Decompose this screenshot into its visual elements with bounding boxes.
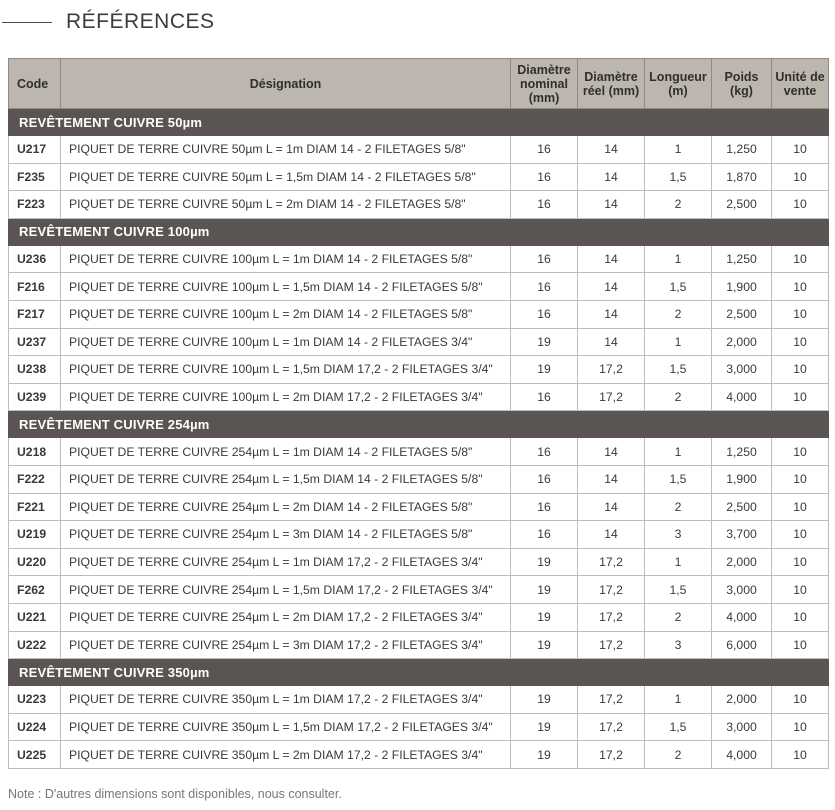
cell-diam-reel: 17,2 [578,631,645,659]
cell-diam-reel: 14 [578,163,645,191]
cell-poids: 1,900 [712,273,772,301]
cell-unite: 10 [772,741,829,769]
cell-unite: 10 [772,576,829,604]
cell-poids: 6,000 [712,631,772,659]
cell-diam-nominal: 16 [511,136,578,164]
cell-diam-reel: 17,2 [578,686,645,714]
cell-designation: PIQUET DE TERRE CUIVRE 350µm L = 1m DIAM 17,2 - 2 FILETAGES 3/4" [61,686,511,714]
cell-code: U222 [9,631,61,659]
cell-diam-reel: 14 [578,273,645,301]
cell-code: F217 [9,300,61,328]
cell-diam-nominal: 16 [511,521,578,549]
cell-code: U239 [9,383,61,411]
cell-diam-nominal: 19 [511,741,578,769]
cell-poids: 1,250 [712,136,772,164]
cell-code: U218 [9,438,61,466]
col-header-longueur: Longueur (m) [645,59,712,109]
cell-diam-nominal: 19 [511,548,578,576]
cell-designation: PIQUET DE TERRE CUIVRE 254µm L = 1,5m DIAM 14 - 2 FILETAGES 5/8" [61,465,511,493]
cell-diam-nominal: 16 [511,465,578,493]
cell-unite: 10 [772,713,829,741]
cell-unite: 10 [772,300,829,328]
col-header-diam-nominal: Diamètre nominal (mm) [511,59,578,109]
table-row [9,163,829,191]
cell-longueur: 3 [645,631,712,659]
cell-designation: PIQUET DE TERRE CUIVRE 254µm L = 1,5m DIAM 17,2 - 2 FILETAGES 3/4" [61,576,511,604]
cell-designation: PIQUET DE TERRE CUIVRE 254µm L = 3m DIAM 17,2 - 2 FILETAGES 3/4" [61,631,511,659]
cell-unite: 10 [772,465,829,493]
table-row [9,713,829,741]
table-row [9,300,829,328]
cell-designation: PIQUET DE TERRE CUIVRE 100µm L = 2m DIAM 14 - 2 FILETAGES 5/8" [61,300,511,328]
cell-unite: 10 [772,273,829,301]
cell-designation: PIQUET DE TERRE CUIVRE 50µm L = 2m DIAM 14 - 2 FILETAGES 5/8" [61,191,511,219]
col-header-poids: Poids (kg) [712,59,772,109]
table-row [9,686,829,714]
cell-diam-reel: 17,2 [578,576,645,604]
cell-longueur: 3 [645,521,712,549]
table-row [9,191,829,219]
cell-designation: PIQUET DE TERRE CUIVRE 100µm L = 1m DIAM 14 - 2 FILETAGES 3/4" [61,328,511,356]
cell-longueur: 1 [645,328,712,356]
cell-code: U225 [9,741,61,769]
cell-code: U221 [9,603,61,631]
table-row [9,603,829,631]
section-title: REVÊTEMENT CUIVRE 254µm [9,411,829,438]
cell-designation: PIQUET DE TERRE CUIVRE 100µm L = 1,5m DIAM 17,2 - 2 FILETAGES 3/4" [61,356,511,384]
cell-longueur: 2 [645,741,712,769]
cell-longueur: 2 [645,493,712,521]
cell-diam-nominal: 19 [511,631,578,659]
cell-code: F222 [9,465,61,493]
cell-poids: 1,250 [712,245,772,273]
cell-longueur: 1,5 [645,576,712,604]
cell-poids: 2,000 [712,328,772,356]
cell-code: U224 [9,713,61,741]
section-row [9,218,829,245]
section-row [9,659,829,686]
cell-unite: 10 [772,163,829,191]
cell-longueur: 2 [645,383,712,411]
cell-code: F235 [9,163,61,191]
cell-longueur: 1,5 [645,356,712,384]
cell-longueur: 1 [645,438,712,466]
cell-diam-nominal: 16 [511,383,578,411]
cell-designation: PIQUET DE TERRE CUIVRE 50µm L = 1,5m DIAM 14 - 2 FILETAGES 5/8" [61,163,511,191]
section-title: REVÊTEMENT CUIVRE 50µm [9,109,829,136]
cell-diam-reel: 14 [578,521,645,549]
table-row [9,136,829,164]
cell-longueur: 1 [645,548,712,576]
cell-code: U219 [9,521,61,549]
cell-designation: PIQUET DE TERRE CUIVRE 100µm L = 2m DIAM 17,2 - 2 FILETAGES 3/4" [61,383,511,411]
cell-longueur: 1,5 [645,465,712,493]
cell-poids: 2,500 [712,191,772,219]
cell-code: F221 [9,493,61,521]
cell-diam-reel: 14 [578,493,645,521]
cell-diam-reel: 17,2 [578,741,645,769]
cell-unite: 10 [772,603,829,631]
cell-diam-reel: 14 [578,245,645,273]
cell-poids: 4,000 [712,383,772,411]
section-row [9,411,829,438]
section-row [9,109,829,136]
table-row [9,521,829,549]
table-body [9,109,829,769]
table-row [9,245,829,273]
table-row [9,548,829,576]
cell-unite: 10 [772,521,829,549]
cell-diam-reel: 14 [578,438,645,466]
cell-diam-reel: 14 [578,191,645,219]
cell-code: F262 [9,576,61,604]
cell-code: U220 [9,548,61,576]
cell-poids: 2,000 [712,548,772,576]
cell-designation: PIQUET DE TERRE CUIVRE 100µm L = 1m DIAM 14 - 2 FILETAGES 5/8" [61,245,511,273]
table-row [9,465,829,493]
cell-diam-nominal: 16 [511,191,578,219]
cell-unite: 10 [772,245,829,273]
cell-longueur: 1 [645,245,712,273]
cell-diam-reel: 17,2 [578,713,645,741]
cell-code: U217 [9,136,61,164]
cell-poids: 2,000 [712,686,772,714]
cell-poids: 2,500 [712,493,772,521]
cell-code: F216 [9,273,61,301]
cell-diam-nominal: 16 [511,493,578,521]
cell-code: U236 [9,245,61,273]
cell-unite: 10 [772,686,829,714]
cell-diam-nominal: 19 [511,328,578,356]
cell-longueur: 1 [645,686,712,714]
cell-diam-nominal: 19 [511,356,578,384]
cell-designation: PIQUET DE TERRE CUIVRE 100µm L = 1,5m DIAM 14 - 2 FILETAGES 5/8" [61,273,511,301]
cell-unite: 10 [772,548,829,576]
cell-code: U238 [9,356,61,384]
cell-diam-nominal: 16 [511,163,578,191]
cell-poids: 4,000 [712,603,772,631]
cell-longueur: 2 [645,603,712,631]
cell-poids: 3,700 [712,521,772,549]
col-header-designation: Désignation [61,59,511,109]
cell-code: U237 [9,328,61,356]
cell-unite: 10 [772,438,829,466]
section-title: REVÊTEMENT CUIVRE 350µm [9,659,829,686]
cell-poids: 3,000 [712,356,772,384]
cell-designation: PIQUET DE TERRE CUIVRE 254µm L = 2m DIAM 14 - 2 FILETAGES 5/8" [61,493,511,521]
cell-diam-nominal: 19 [511,713,578,741]
cell-designation: PIQUET DE TERRE CUIVRE 350µm L = 2m DIAM 17,2 - 2 FILETAGES 3/4" [61,741,511,769]
cell-diam-reel: 14 [578,300,645,328]
table-row [9,356,829,384]
cell-designation: PIQUET DE TERRE CUIVRE 50µm L = 1m DIAM 14 - 2 FILETAGES 5/8" [61,136,511,164]
cell-diam-nominal: 16 [511,245,578,273]
cell-poids: 3,000 [712,713,772,741]
cell-unite: 10 [772,631,829,659]
cell-poids: 1,250 [712,438,772,466]
cell-unite: 10 [772,383,829,411]
cell-code: U223 [9,686,61,714]
cell-longueur: 2 [645,191,712,219]
footer-note: Note : D'autres dimensions sont disponibles, nous consulter. [8,787,342,801]
cell-unite: 10 [772,493,829,521]
cell-diam-nominal: 19 [511,603,578,631]
cell-diam-reel: 17,2 [578,548,645,576]
cell-designation: PIQUET DE TERRE CUIVRE 254µm L = 3m DIAM 14 - 2 FILETAGES 5/8" [61,521,511,549]
cell-diam-reel: 17,2 [578,603,645,631]
cell-poids: 1,900 [712,465,772,493]
page-title: RÉFÉRENCES [66,10,215,33]
cell-longueur: 1,5 [645,713,712,741]
cell-longueur: 1,5 [645,163,712,191]
cell-code: F223 [9,191,61,219]
cell-poids: 1,870 [712,163,772,191]
cell-longueur: 1 [645,136,712,164]
cell-designation: PIQUET DE TERRE CUIVRE 254µm L = 1m DIAM 17,2 - 2 FILETAGES 3/4" [61,548,511,576]
cell-diam-nominal: 16 [511,438,578,466]
table-row [9,438,829,466]
cell-unite: 10 [772,191,829,219]
table-header-row [9,59,829,109]
table-row [9,631,829,659]
col-header-diam-reel: Diamètre réel (mm) [578,59,645,109]
table-row [9,273,829,301]
references-header [0,8,835,36]
cell-diam-reel: 14 [578,465,645,493]
table-row [9,576,829,604]
cell-diam-reel: 17,2 [578,383,645,411]
cell-unite: 10 [772,328,829,356]
cell-diam-nominal: 16 [511,273,578,301]
table-row [9,383,829,411]
cell-unite: 10 [772,356,829,384]
cell-longueur: 1,5 [645,273,712,301]
cell-designation: PIQUET DE TERRE CUIVRE 350µm L = 1,5m DIAM 17,2 - 2 FILETAGES 3/4" [61,713,511,741]
cell-poids: 2,500 [712,300,772,328]
table-row [9,328,829,356]
title-rule [2,22,52,23]
cell-poids: 4,000 [712,741,772,769]
cell-diam-nominal: 19 [511,686,578,714]
references-table [8,58,829,769]
table-row [9,741,829,769]
cell-diam-reel: 17,2 [578,356,645,384]
cell-diam-nominal: 16 [511,300,578,328]
col-header-unite: Unité de vente [772,59,829,109]
cell-diam-nominal: 19 [511,576,578,604]
cell-poids: 3,000 [712,576,772,604]
cell-diam-reel: 14 [578,328,645,356]
table-row [9,493,829,521]
cell-designation: PIQUET DE TERRE CUIVRE 254µm L = 2m DIAM 17,2 - 2 FILETAGES 3/4" [61,603,511,631]
section-title: REVÊTEMENT CUIVRE 100µm [9,218,829,245]
cell-diam-reel: 14 [578,136,645,164]
cell-designation: PIQUET DE TERRE CUIVRE 254µm L = 1m DIAM 14 - 2 FILETAGES 5/8" [61,438,511,466]
cell-longueur: 2 [645,300,712,328]
cell-unite: 10 [772,136,829,164]
col-header-code: Code [9,59,61,109]
